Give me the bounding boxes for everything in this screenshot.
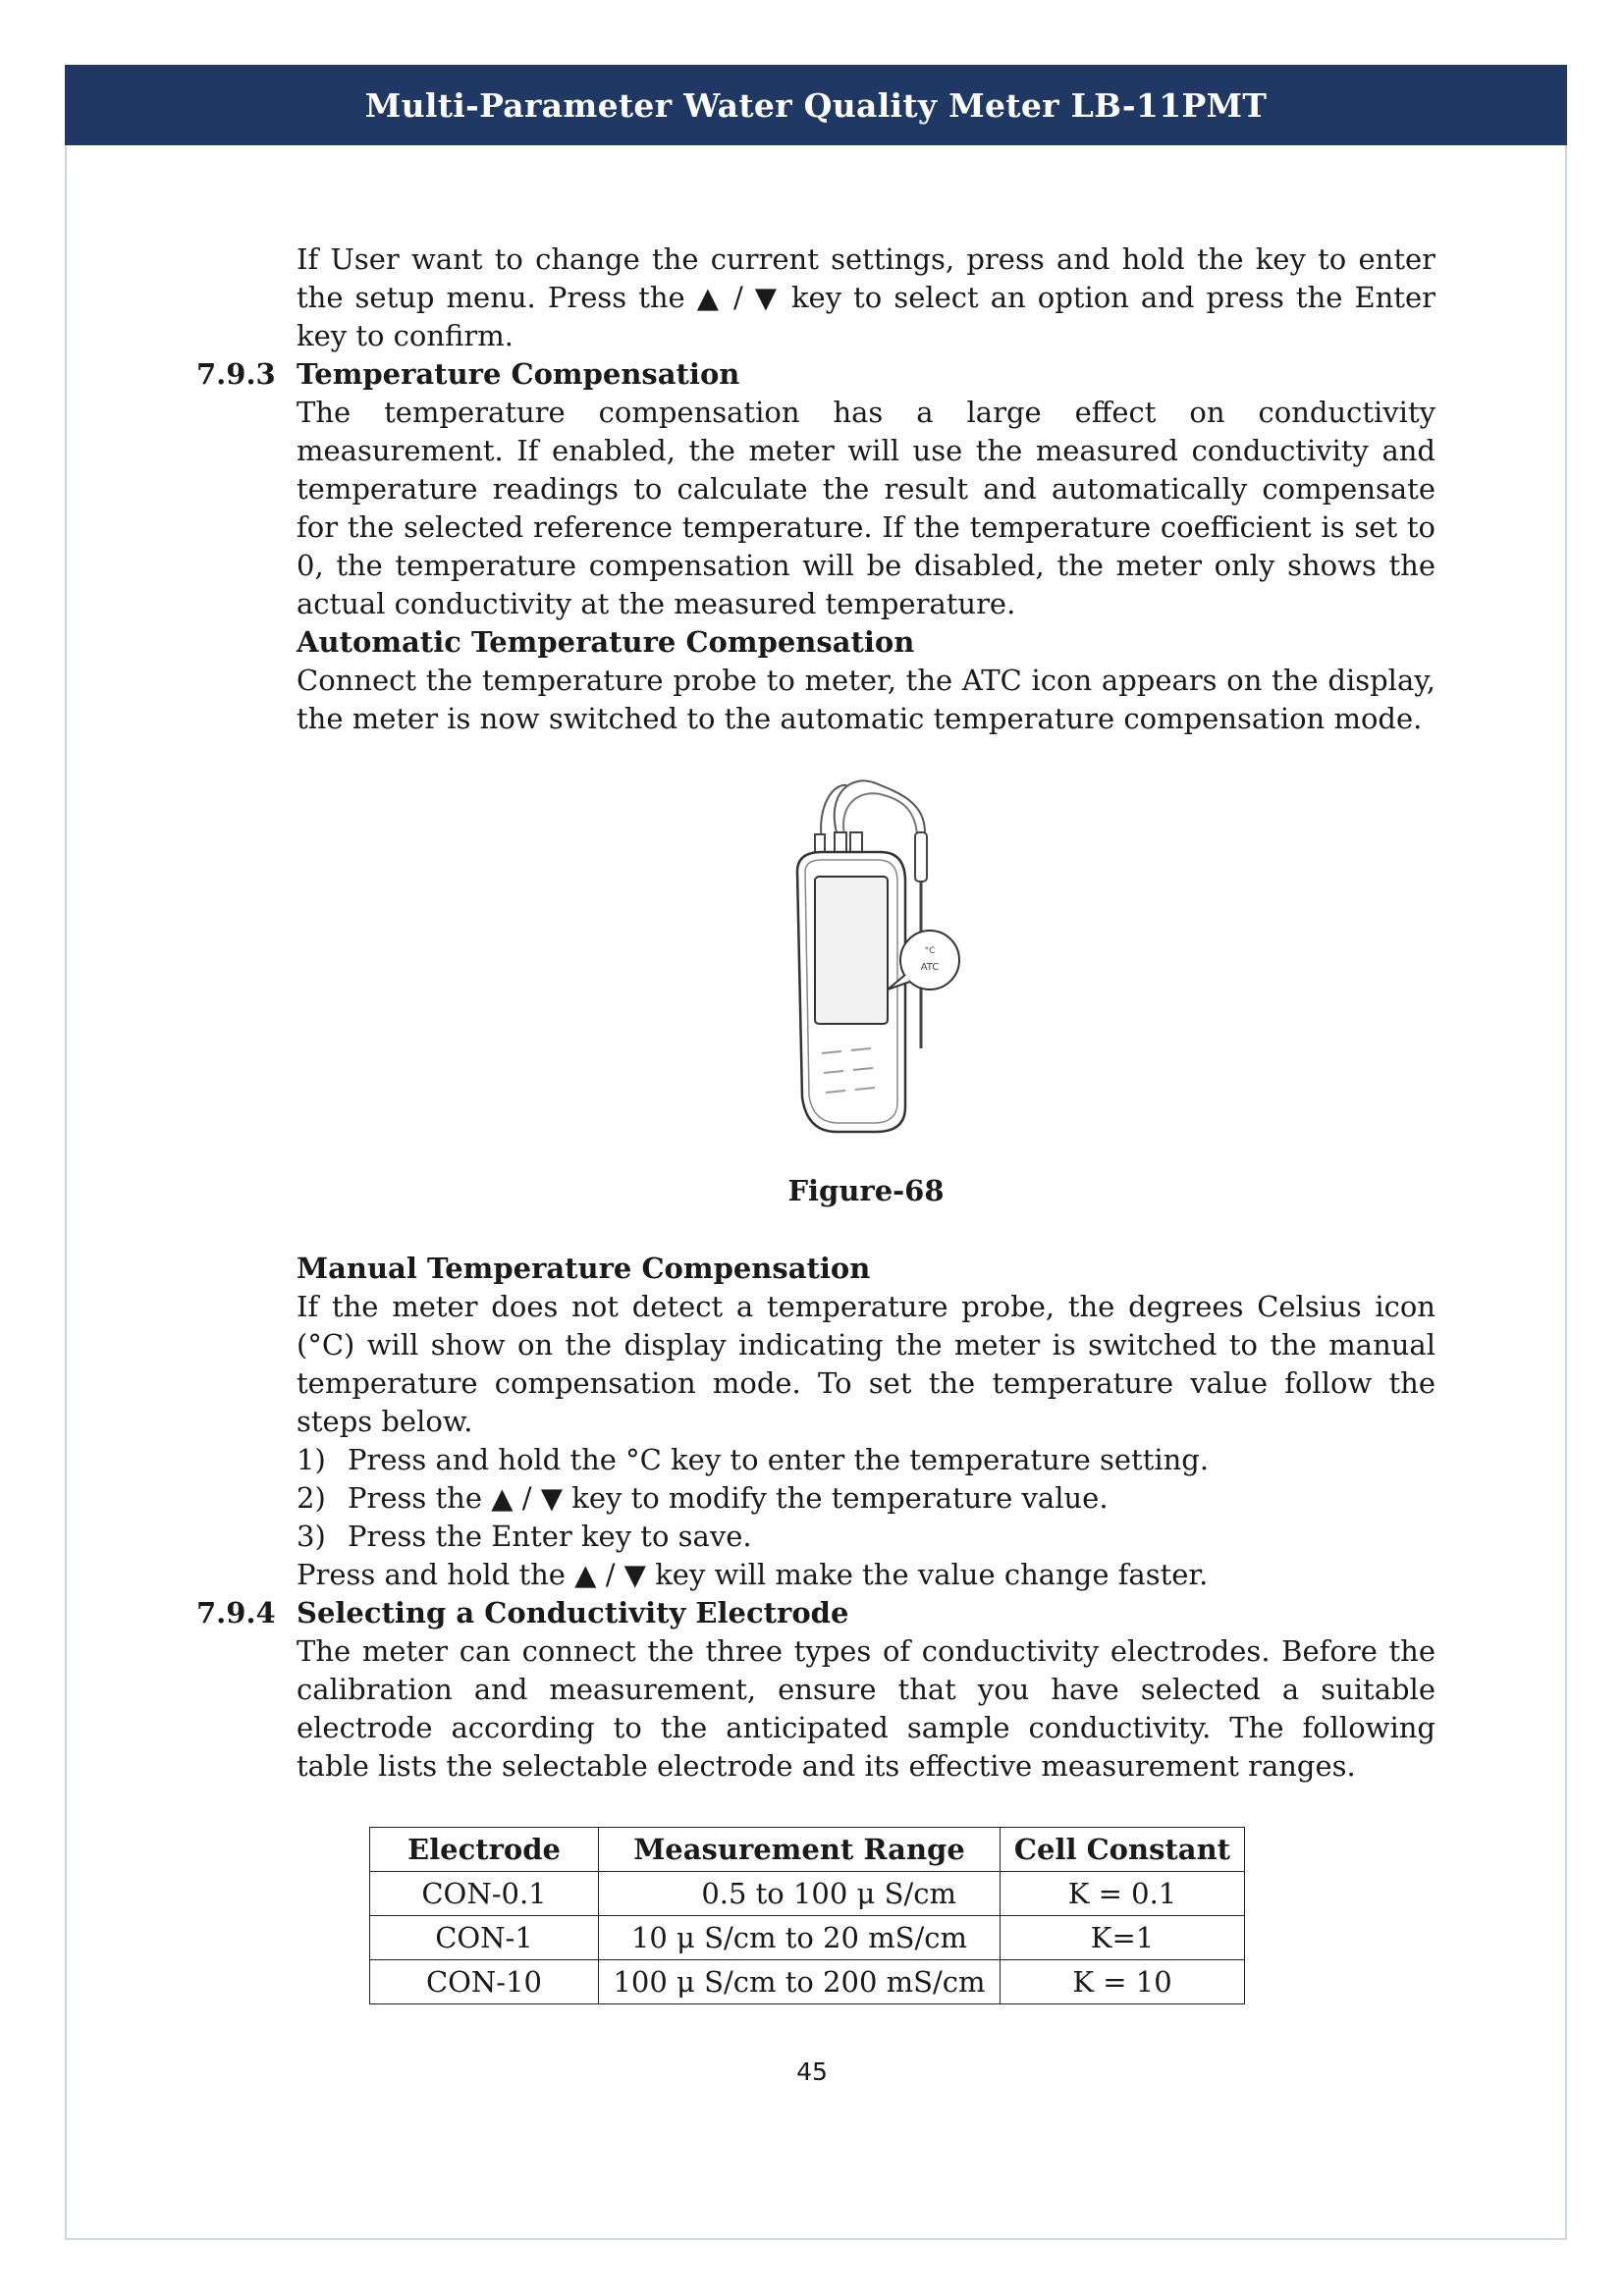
table-row [370,1960,1245,2004]
table-cell: 10 μ S/cm to 20 mS/cm [599,1916,1001,1960]
intro-paragraph: If User want to change the current settings, press and hold the key to enter the setup menu. Press the ▲ / ▼ key to select an option and press the Enter key to confirm. [297,242,1435,352]
section-title: Temperature Compensation [297,357,740,391]
mtc-paragraph: If the meter does not detect a temperature probe, the degrees Celsius icon (°C) will show on the display indicating the meter is switched to the manual temperature compensation mode. To set the temperature value follow the steps below. [297,1290,1435,1438]
page-header [65,65,1567,145]
header-electrode: Electrode [370,1828,599,1872]
table-cell: 0.5 to 100 μ S/cm [599,1872,1001,1916]
page-number: 45 [796,2057,828,2086]
list-item: 1) Press and hold the °C key to enter the temperature setting. [297,1443,1210,1476]
table-cell: K = 10 [1001,1960,1245,2004]
list-item: 2) Press the ▲ / ▼ key to modify the temperature value. [297,1481,1109,1515]
temp-comp-paragraph: The temperature compensation has a large effect on conductivity measurement. If enabled, the meter will use the measured conductivity and temperature readings to calculate the result and automatically compensate for the selected reference temperature. If the temperature coefficient is set to 0, the temperature compensation will be disabled, the meter only shows the actual conductivity at the measured temperature. [297,396,1435,620]
electrode-table [369,1827,1245,2004]
mtc-heading: Manual Temperature Compensation [297,1252,871,1285]
page-content [196,240,1435,2004]
section-number: 7.9.3 [196,357,276,391]
list-item: 3) Press the Enter key to save. [297,1520,752,1553]
table-cell: CON-0.1 [370,1872,599,1916]
section-heading-7-9-3 [196,355,1435,394]
tip-paragraph: Press and hold the ▲ / ▼ key will make the value change faster. [297,1558,1209,1591]
section-title: Selecting a Conductivity Electrode [297,1596,849,1629]
header-measurement-range: Measurement Range [599,1828,1001,1872]
figure-68 [297,774,1435,1137]
table-cell: K=1 [1001,1916,1245,1960]
figure-caption: Figure-68 [787,1174,945,1207]
table-row [370,1916,1245,1960]
table-cell: 100 μ S/cm to 200 mS/cm [599,1960,1001,2004]
header-title: Multi-Parameter Water Quality Meter LB-11PMT [364,85,1268,125]
mtc-steps [297,1441,1435,1556]
atc-heading: Automatic Temperature Compensation [297,625,915,659]
header-cell-constant: Cell Constant [1001,1828,1245,1872]
callout-atc-label: ATC [920,962,940,973]
table-cell: CON-1 [370,1916,599,1960]
section-heading-7-9-4 [196,1594,1435,1632]
table-cell: CON-10 [370,1960,599,2004]
section-number: 7.9.4 [196,1596,276,1629]
atc-paragraph: Connect the temperature probe to meter, the ATC icon appears on the display, the meter is now switched to the automatic temperature compensation mode. [297,664,1435,735]
table-cell: K = 0.1 [1001,1872,1245,1916]
electrode-paragraph: The meter can connect the three types of conductivity electrodes. Before the calibration and measurement, ensure that you have selected a suitable electrode according to the anticipated sample conductivity. The following table lists the selectable electrode and its effective measurement ranges. [297,1634,1435,1783]
meter-illustration [768,774,964,1137]
table-header-row [370,1828,1245,1872]
callout-temp-label: °C [924,946,936,956]
table-row [370,1872,1245,1916]
